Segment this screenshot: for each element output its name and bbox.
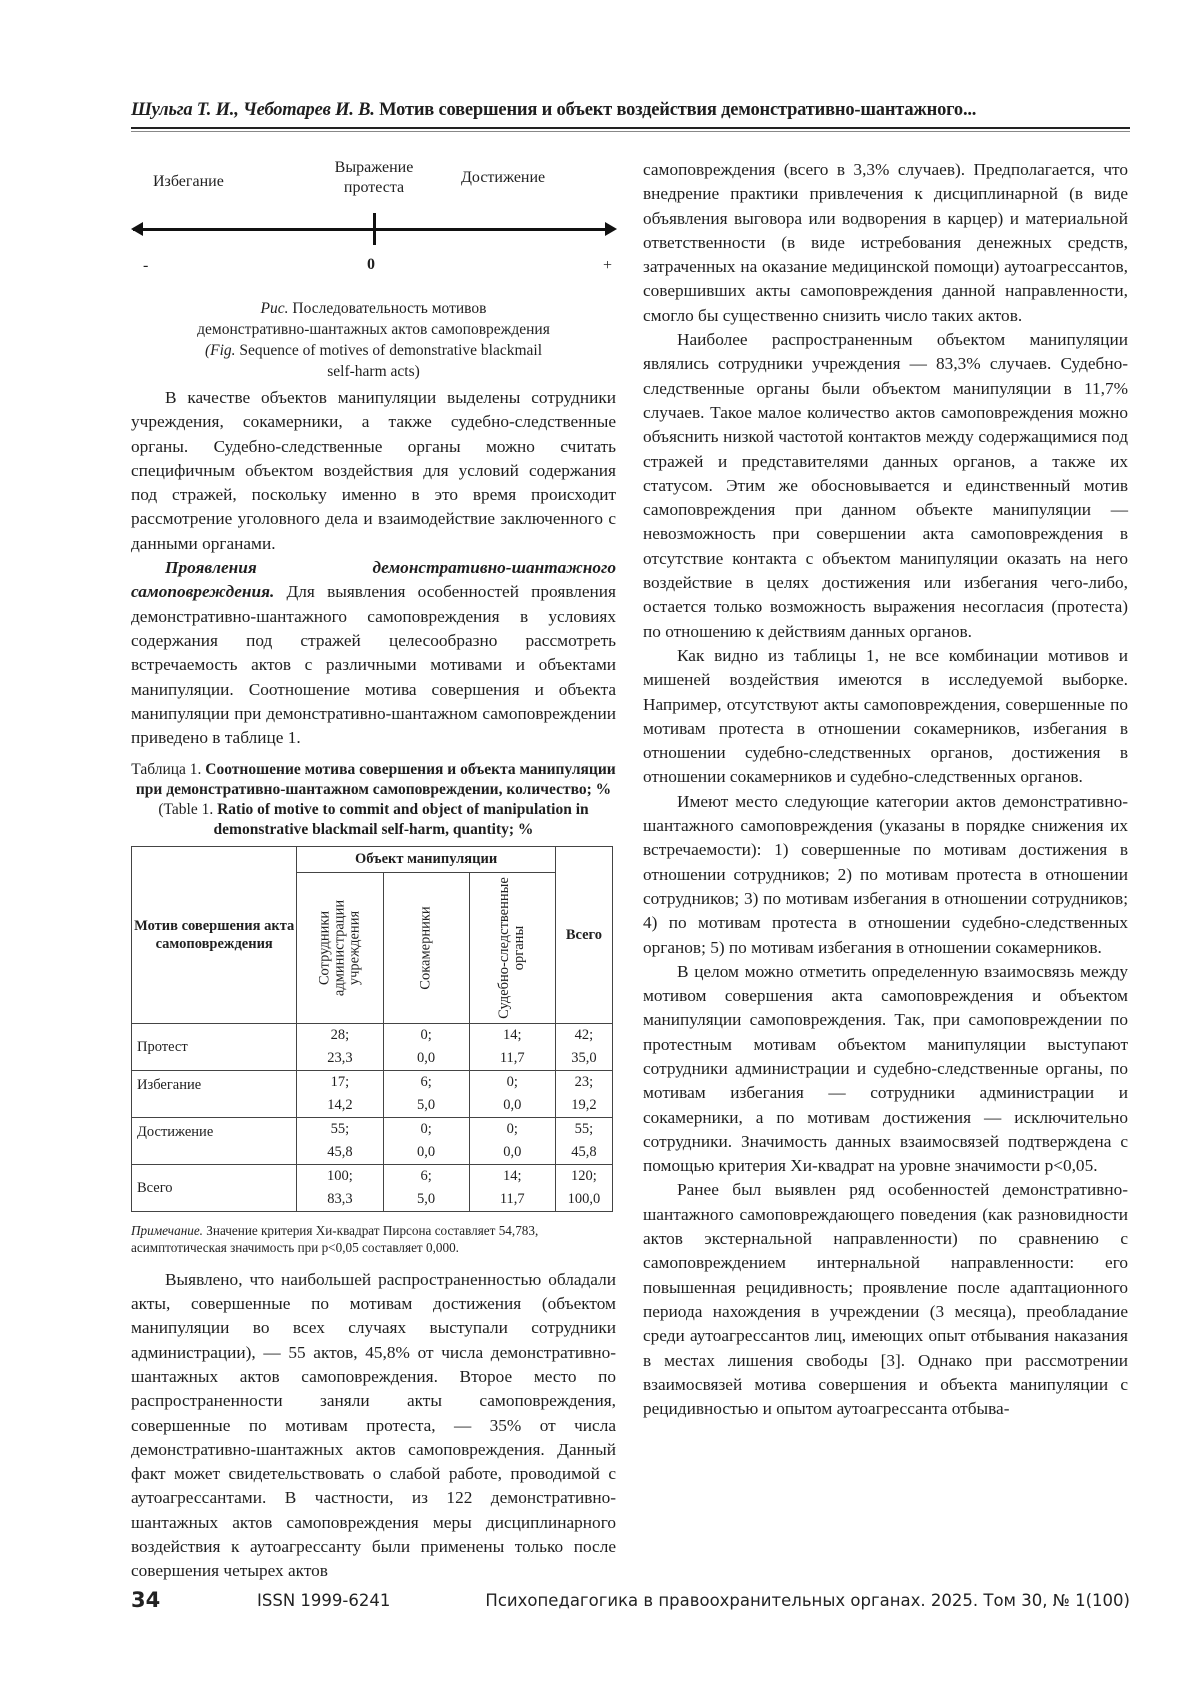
table-cell xyxy=(297,1117,383,1164)
table-cell xyxy=(555,1023,612,1070)
figure-label-protest-line1: Выражение xyxy=(334,159,414,176)
paragraph: В целом можно отметить определенную взаимосвязь между мотивом совершения акта самоповреждения и объектом манипуляции самоповреждения. Так, при самоповреждении по протестным мотивам объектом манипуляции выступают сотрудники администрации и судебно-следственные органы, по мотивам избегания — сотрудники администрации и сокамерники, а по мотивам достижения — исключительно сотрудники. Значимость данных взаимосвязей подтверждена с помощью критерия Хи-квадрат на уровне значимости p<0,05. xyxy=(643,961,1128,1176)
figure-label-protest xyxy=(309,158,439,198)
table-title-prefix-en: (Table 1. xyxy=(158,801,214,819)
cell-percent: 35,0 xyxy=(571,1049,597,1066)
caption-line2-ru: демонстративно-шантажных актов самоповреждения xyxy=(197,321,550,338)
table-title xyxy=(131,760,616,840)
caption-line1-en: Sequence of motives of demonstrative blackmail xyxy=(239,342,543,359)
paragraph: Наиболее распространенным объектом манипуляции являлись сотрудники учреждения — 83,3% случаев. Судебно-следственные органы были объектом манипуляции в 11,7% случаев. Такое малое количество актов самоповреждения можно объяснить низкой частотой контактов между содержащимися под стражей и представителями данных органов, а также их статусом. Этим же обосновывается и единственный мотив самоповреждения при данном объекте манипуляции — невозможность при совершении акта самоповреждения в отсутствие контакта с объектом манипуляции оказать на него воздействие в целях достижения или избегания чего-либо, остается только возможность выражения несогласия (протеста) по отношению к действиям данных органов. xyxy=(643,330,1128,641)
row-label: Избегание xyxy=(132,1070,297,1117)
paragraph: самоповреждения (всего в 3,3% случаев). Предполагается, что внедрение практики привлечения к дисциплинарной (в виде объявления выговора или водворения в карцер) и материальной ответственности (в виде истребования денежных средств, затраченных на оказание медицинской помощи) аутоагрессантов, совершивших акты самоповреждения данной направленности, смогло бы существенно снизить число таких актов. xyxy=(643,160,1128,325)
table-note xyxy=(131,1222,616,1256)
running-head xyxy=(131,100,1131,121)
row-label: Всего xyxy=(132,1164,297,1211)
figure-zero-tick xyxy=(373,213,376,245)
header-staff xyxy=(297,872,383,1023)
table-cell xyxy=(297,1070,383,1117)
issn: ISSN 1999-6241 xyxy=(257,1591,391,1610)
table-title-ru: Соотношение мотива совершения и объекта манипуляции при демонстративно-шантажном самоповреждении, количество; % xyxy=(135,761,616,799)
table-cell xyxy=(383,1023,469,1070)
cell-percent: 11,7 xyxy=(499,1190,525,1207)
cell-percent: 11,7 xyxy=(499,1049,525,1066)
paragraph: В качестве объектов манипуляции выделены сотрудники учреждения, сокамерники, а также судебно-следственные органы. Судебно-следственные органы можно считать специфичным объектом воздействия для условий содержания под стражей, поскольку именно в это время происходит рассмотрение уголовного дела и взаимодействие заключенного с данными органами. xyxy=(131,388,616,553)
cell-percent: 45,8 xyxy=(327,1143,353,1160)
figure-minus-label: - xyxy=(143,257,149,274)
header-judicial-label: Судебно-следственные органы xyxy=(496,876,528,1019)
header-judicial xyxy=(469,872,555,1023)
cell-count: 0; xyxy=(506,1120,518,1137)
cell-percent: 0,0 xyxy=(417,1143,436,1160)
paragraph: Как видно из таблицы 1, не все комбинации мотивов и мишеней воздействия имеются в исследуемой выборке. Например, отсутствуют акты самоповреждения, совершенные по мотивам протеста в отношении сокамерников, избегания в отношении судебно-следственных органов, достижения в отношении сокамерников и судебно-следственных органов. xyxy=(643,645,1128,787)
caption-line1-ru: Последовательность мотивов xyxy=(292,300,487,317)
table-title-en: Ratio of motive to commit and object of manipulation in demonstrative blackmail self-harm, quantity; % xyxy=(213,801,589,839)
table-cell xyxy=(469,1117,555,1164)
table-row xyxy=(132,1070,613,1117)
table-cell xyxy=(383,1117,469,1164)
table-note-prefix: Примечание. xyxy=(131,1222,203,1238)
paragraph xyxy=(131,556,616,750)
cell-count: 14; xyxy=(503,1026,522,1043)
header-cellmates-label: Сокамерники xyxy=(417,906,434,990)
cell-count: 0; xyxy=(420,1120,432,1137)
table-cell xyxy=(469,1070,555,1117)
figure-zero-label: 0 xyxy=(367,256,375,273)
cell-count: 55; xyxy=(330,1120,350,1137)
paragraph: Имеют место следующие категории актов демонстративно-шантажного самоповреждения (указаны в порядке снижения их встречаемости): 1) совершенные по мотивам достижения в отношении сотрудников; 2) по мотивам протеста в отношении сотрудников; 3) по мотивам избегания в отношении сотрудников; 4) по мотивам протеста в отношении судебно-следственных органов; 5) по мотивам избегания в отношении сокамерников. xyxy=(643,791,1128,957)
cell-percent: 0,0 xyxy=(503,1143,522,1160)
caption-line2-en: self-harm acts) xyxy=(327,363,420,380)
cell-count: 0; xyxy=(420,1026,432,1043)
table-cell xyxy=(469,1164,555,1211)
cell-percent: 23,3 xyxy=(327,1049,353,1066)
cell-percent: 100,0 xyxy=(567,1190,601,1207)
header-object-group: Объект манипуляции xyxy=(297,847,556,872)
row-label: Достижение xyxy=(132,1117,297,1164)
motive-sequence-figure xyxy=(131,158,616,278)
cell-percent: 0,0 xyxy=(417,1049,436,1066)
right-column xyxy=(643,158,1128,1421)
table-row xyxy=(132,1023,613,1070)
running-head-authors: Шульга Т. И., Чеботарев И. В. xyxy=(131,100,375,120)
motive-object-table xyxy=(131,846,613,1211)
cell-percent: 14,2 xyxy=(327,1096,353,1113)
header-total: Всего xyxy=(555,847,612,1023)
header-motive: Мотив совершения акта самоповреждения xyxy=(132,847,297,1023)
table-title-prefix-ru: Таблица 1. xyxy=(131,761,202,779)
table-cell xyxy=(297,1164,383,1211)
table-cell xyxy=(297,1023,383,1070)
table-cell xyxy=(555,1164,612,1211)
cell-count: 0; xyxy=(506,1073,518,1090)
table-cell xyxy=(555,1070,612,1117)
cell-count: 14; xyxy=(503,1167,522,1184)
cell-count: 6; xyxy=(420,1073,432,1090)
table-cell xyxy=(469,1023,555,1070)
figure-caption xyxy=(131,298,616,382)
caption-prefix-ru: Рис. xyxy=(260,300,289,317)
header-rule-thin xyxy=(131,131,1130,132)
section-heading: Проявления демонстративно-шантажного самоповреждения. xyxy=(131,558,616,602)
arrow-right-icon xyxy=(605,222,617,236)
paragraph: Выявлено, что наибольшей распространенностью обладали акты, совершенные по мотивам достижения (объектом манипуляции во всех случаях выступали сотрудники администрации), — 55 актов, 45,8% от числа демонстративно-шантажных актов самоповреждения. Второе место по распространенности заняли акты самоповреждения, совершенные по мотивам протеста, — 35% от числа демонстративно-шантажных актов самоповреждения. Данный факт может свидетельствовать о слабой работе, проводимой с аутоагрессантами. В частности, из 122 демонстративно-шантажных актов самоповреждения меры дисциплинарного воздействия к аутоагрессанту были применены только после совершения четырех актов xyxy=(131,1269,616,1581)
cell-count: 42; xyxy=(574,1026,594,1043)
journal-citation: Психопедагогика в правоохранительных органах. 2025. Том 30, № 1(100) xyxy=(485,1591,1130,1610)
figure-label-protest-line2: протеста xyxy=(343,179,405,196)
cell-percent: 19,2 xyxy=(571,1096,597,1113)
cell-percent: 83,3 xyxy=(327,1190,353,1207)
cell-percent: 0,0 xyxy=(503,1096,522,1113)
running-head-title: Мотив совершения и объект воздействия демонстративно-шантажного... xyxy=(379,100,977,120)
figure-label-achievement: Достижение xyxy=(461,169,546,186)
cell-percent: 5,0 xyxy=(417,1096,436,1113)
cell-count: 100; xyxy=(327,1167,353,1184)
page-footer xyxy=(131,1588,1130,1618)
row-label: Протест xyxy=(132,1023,297,1070)
header-cellmates xyxy=(383,872,469,1023)
cell-percent: 5,0 xyxy=(417,1190,436,1207)
table-note-text: Значение критерия Хи-квадрат Пирсона составляет 54,783, асимптотическая значимость при p<0,05 составляет 0,000. xyxy=(131,1222,539,1255)
cell-count: 6; xyxy=(420,1167,432,1184)
caption-prefix-en: (Fig. xyxy=(204,342,236,359)
table-row xyxy=(132,1164,613,1211)
cell-count: 17; xyxy=(330,1073,350,1090)
table-cell xyxy=(383,1164,469,1211)
cell-count: 28; xyxy=(330,1026,350,1043)
table-row xyxy=(132,1117,613,1164)
figure-label-avoidance: Избегание xyxy=(153,173,224,190)
paragraph-body: Для выявления особенностей проявления демонстративно-шантажного самоповреждения в условиях содержания под стражей целесообразно рассмотреть встречаемость актов с различными мотивами и объектами манипуляции. Соотношение мотива совершения и объекта манипуляции при демонстративно-шантажном самоповреждении приведено в таблице 1. xyxy=(131,582,616,748)
page-number: 34 xyxy=(131,1588,161,1612)
header-staff-label: Сотрудники администрации учреждения xyxy=(316,899,363,996)
cell-count: 120; xyxy=(571,1167,597,1184)
cell-count: 55; xyxy=(574,1120,594,1137)
table-cell xyxy=(555,1117,612,1164)
paragraph: Ранее был выявлен ряд особенностей демонстративно-шантажного самоповреждающего поведения (как разновидности актов экстернальной направленности) по сравнению с самоповреждением интернальной направленности: его повышенная рецидивность; проявление после адаптационного периода нахождения в учреждении (3 месяца), преобладание среди аутоагрессантов лиц, имеющих опыт отбывания наказания в местах лишения свободы [3]. Однако при рассмотрении взаимосвязей мотива совершения и объекта манипуляции с рецидивностью и опытом аутоагрессанта отбыва- xyxy=(643,1180,1128,1419)
table-cell xyxy=(383,1070,469,1117)
header-rule xyxy=(131,127,1130,129)
left-column xyxy=(131,158,616,1584)
figure-plus-label: + xyxy=(603,257,613,274)
cell-count: 23; xyxy=(574,1073,594,1090)
cell-percent: 45,8 xyxy=(571,1143,597,1160)
